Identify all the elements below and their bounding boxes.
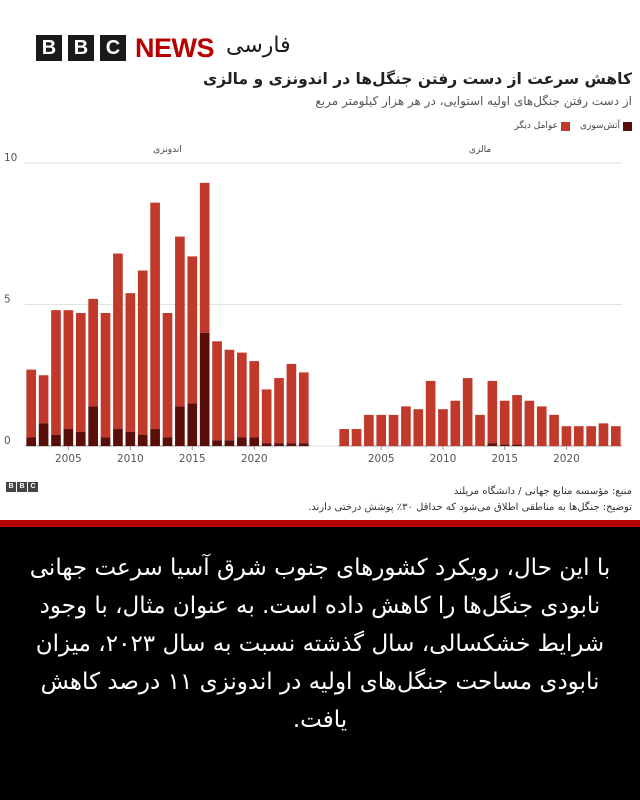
x-tick-label-p2-2015: 2015 [491,453,519,465]
bar-other-p2-2006 [389,415,399,446]
bar-other-p2-2010 [438,409,448,446]
bar-fire-p1-2005 [64,429,74,446]
x-tick-label-p2-2005: 2005 [367,453,395,465]
bar-other-p1-2012 [150,203,160,429]
bar-other-p2-2022 [586,426,596,446]
bar-other-p2-2018 [537,406,547,446]
bar-other-p2-2004 [364,415,374,446]
bar-fire-p2-2015 [500,445,510,446]
bar-fire-p1-2003 [39,423,49,446]
legend-label-other: عوامل دیگر [514,121,558,131]
chart-note: توضیح: جنگل‌ها به مناطقی اطلاق می‌شود که حداقل ۳۰٪ پوشش درختی دارند. [308,502,632,513]
bar-other-p1-2019 [237,353,247,438]
bar-fire-p1-2004 [51,435,61,446]
bar-other-p1-2017 [212,341,222,440]
bar-fire-p1-2017 [212,440,222,446]
bar-fire-p1-2007 [88,406,98,446]
bar-fire-p1-2011 [138,435,148,446]
bar-fire-p1-2023 [287,443,297,446]
bbc-logo-b1: B [36,35,62,61]
panel-label-2: مالزی [468,145,492,155]
bar-other-p1-2018 [225,350,235,441]
bar-other-p1-2015 [187,256,197,403]
legend-label-fire: آتش‌سوزی [579,121,620,131]
bar-other-p2-2020 [562,426,572,446]
bar-fire-p1-2018 [225,440,235,446]
bar-other-p2-2003 [352,429,362,446]
bar-other-p2-2002 [339,429,349,446]
bar-fire-p1-2014 [175,406,185,446]
news-wordmark: NEWS [135,33,214,63]
bbc-logo-c: C [100,35,126,61]
chart-plot [0,66,640,481]
footer-bbc-b2: B [17,482,27,492]
bar-other-p1-2004 [51,310,61,435]
bar-other-p2-2005 [376,415,386,446]
bar-other-p2-2009 [426,381,436,446]
bar-other-p1-2005 [64,310,74,429]
bar-other-p2-2024 [611,426,621,446]
bar-other-p2-2016 [512,395,522,445]
bar-other-p1-2016 [200,183,210,333]
bar-fire-p1-2008 [101,438,111,446]
bar-fire-p1-2013 [163,438,173,446]
x-tick-label-p1-2015: 2015 [178,453,206,465]
bar-other-p1-2008 [101,313,111,438]
bar-other-p2-2008 [413,409,423,446]
bar-fire-p1-2016 [200,333,210,446]
bar-other-p1-2010 [125,293,135,432]
bar-other-p2-2013 [475,415,485,446]
bar-other-p1-2011 [138,271,148,435]
caption-text: با این حال، رویکرد کشورهای جنوب شرق آسیا سرعت جهانی نابودی جنگل‌ها را کاهش داده است. به عنوان مثال، با وجود شرایط خشکسالی، سال گذشته نسبت به سال ۲۰۲۳، میزان نابودی مساحت جنگل‌های اولیه در اندونزی ۱۱ درصد کاهش یافت. [29,555,611,733]
farsi-wordmark: فارسی [226,33,291,58]
bar-other-p1-2013 [163,313,173,438]
bar-other-p1-2022 [274,378,284,443]
x-tick-label-p2-2020: 2020 [553,453,580,465]
bar-fire-p2-2014 [488,443,498,446]
bar-other-p2-2017 [525,401,535,446]
y-tick-label-10: 10 [4,152,18,164]
chart-source: منبع: مؤسسه منابع جهانی / دانشگاه مریلند [453,486,632,497]
bar-other-p1-2006 [76,313,86,432]
x-tick-label-p2-2010: 2010 [429,453,457,465]
panel-label-1: اندونزی [153,145,182,155]
chart-card [0,66,640,524]
bar-other-p2-2014 [488,381,498,443]
bar-other-p1-2009 [113,254,123,429]
bar-fire-p1-2010 [125,432,135,446]
bar-other-p1-2023 [287,364,297,443]
bar-other-p1-2024 [299,372,309,443]
x-tick-label-p1-2020: 2020 [240,453,268,465]
bar-other-p1-2020 [249,361,259,437]
bar-other-p2-2023 [599,423,609,446]
bar-fire-p2-2016 [512,445,522,446]
bar-fire-p1-2006 [76,432,86,446]
footer-bbc-b1: B [6,482,16,492]
footer-bbc-logo [6,482,38,492]
bar-fire-p1-2012 [150,429,160,446]
bar-fire-p1-2002 [26,438,36,446]
bar-fire-p1-2019 [237,438,247,446]
bar-fire-p1-2015 [187,404,197,446]
bar-fire-p1-2022 [274,443,284,446]
footer-bbc-c: C [28,482,38,492]
bar-other-p2-2019 [549,415,559,446]
bar-fire-p1-2024 [299,443,309,446]
x-tick-label-p1-2010: 2010 [116,453,144,465]
y-tick-label-5: 5 [4,293,11,306]
chart-title: کاهش سرعت از دست رفتن جنگل‌ها در اندونزی و مالزی [202,70,632,88]
bar-other-p2-2011 [450,401,460,446]
bbc-logo-b2: B [68,35,94,61]
header [0,0,640,66]
caption-block [0,527,640,800]
bar-other-p1-2002 [26,370,36,438]
bar-other-p2-2015 [500,401,510,445]
red-divider [0,520,640,527]
bar-other-p1-2014 [175,237,185,407]
x-tick-label-p1-2005: 2005 [55,453,82,465]
bar-other-p1-2007 [88,299,98,407]
y-tick-label-0: 0 [4,435,11,447]
bar-fire-p1-2009 [113,429,123,446]
bar-other-p1-2021 [262,389,272,443]
bar-other-p1-2003 [39,375,49,423]
bar-fire-p1-2021 [262,443,272,446]
bar-fire-p1-2020 [249,438,259,446]
bar-other-p2-2007 [401,406,411,446]
bar-other-p2-2012 [463,378,473,446]
chart-subtitle: از دست رفتن جنگل‌های اولیه استوایی، در هر هزار کیلومتر مربع [315,94,632,108]
bar-other-p2-2021 [574,426,584,446]
